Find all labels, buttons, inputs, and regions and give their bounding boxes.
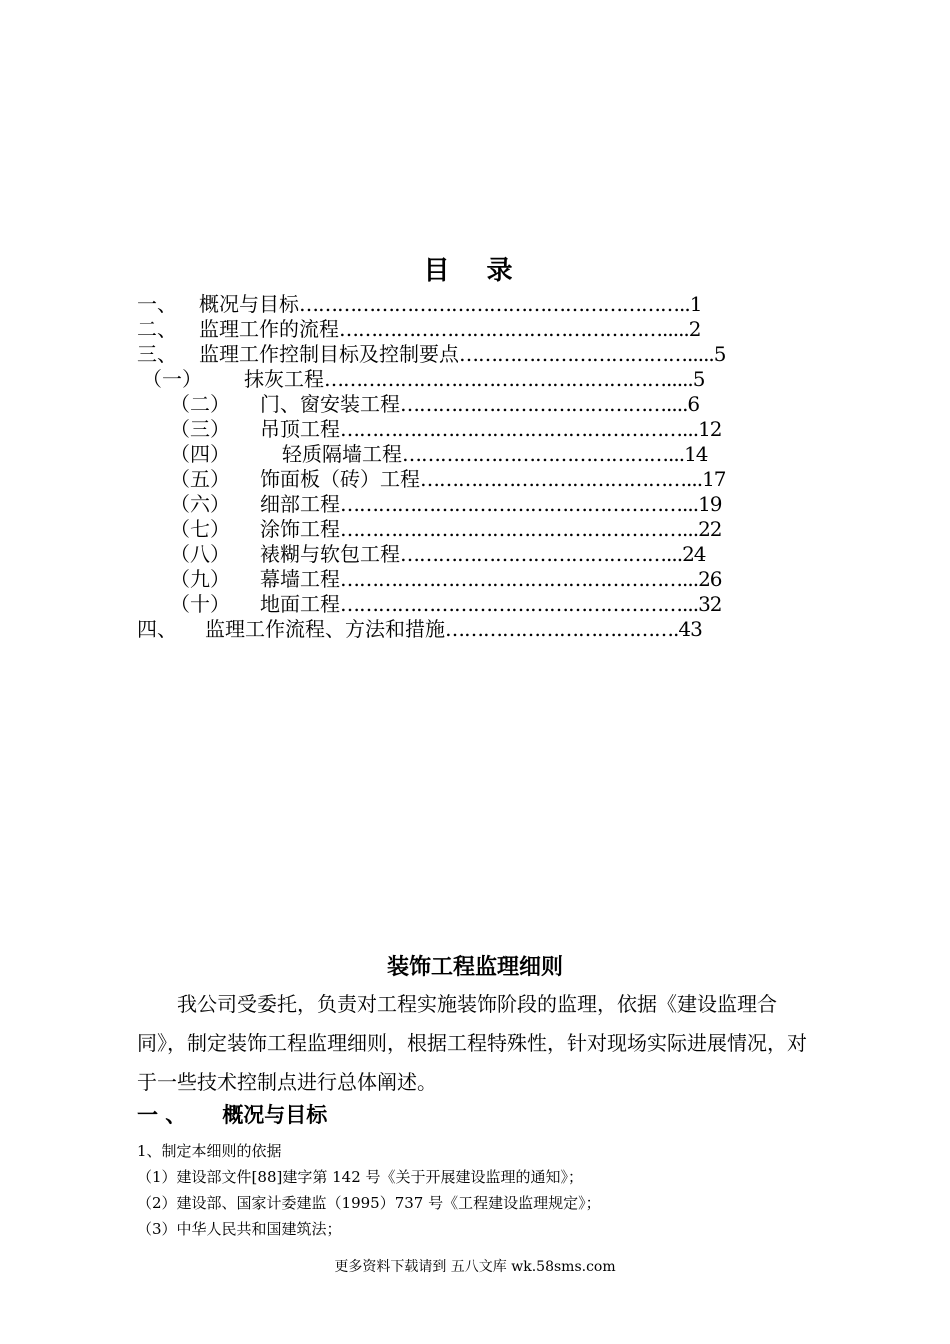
- toc-entry-label: 监理工作的流程: [199, 317, 339, 341]
- toc-entry[interactable]: [170, 592, 722, 617]
- toc-entry-leader-page: …………………………………………….....2: [339, 317, 701, 341]
- toc-entry-label: 幕墙工程: [260, 567, 340, 591]
- toc-entry-leader-page: ……………………………….43: [445, 617, 702, 641]
- toc-entry[interactable]: [170, 542, 706, 567]
- toc-entry-label: 门、窗安装工程: [260, 392, 400, 416]
- toc-entry-number: 一、: [137, 292, 177, 316]
- document-title: 装饰工程监理细则: [386, 954, 563, 980]
- toc-entry-leader-page: ……………………………….....5: [459, 342, 726, 366]
- toc-entry-label: 涂饰工程: [260, 517, 340, 541]
- toc-entry-label: 饰面板（砖）工程: [260, 467, 420, 491]
- toc-entry-leader-page: ………………………………………………...22: [340, 517, 722, 541]
- toc-entry[interactable]: [137, 317, 701, 342]
- toc-entry[interactable]: [170, 467, 726, 492]
- basis-heading: 1、制定本细则的依据: [137, 1142, 282, 1160]
- toc-entry[interactable]: [137, 292, 701, 317]
- toc-entry[interactable]: [170, 492, 722, 517]
- toc-entry-label: 轻质隔墙工程: [282, 442, 402, 466]
- toc-entry-leader-page: ………………………………………………...26: [340, 567, 722, 591]
- toc-entry-label: 吊顶工程: [260, 417, 340, 441]
- toc-entry-number: 四、: [137, 617, 177, 641]
- toc-entry-number: （九）: [170, 567, 230, 591]
- toc-entry-number: （十）: [170, 592, 230, 616]
- toc-entry-leader-page: ……………………………………………………..1: [299, 292, 702, 316]
- intro-paragraph: [137, 985, 817, 1102]
- toc-entry[interactable]: [137, 617, 702, 642]
- toc-entry-leader-page: ……………………………………....6: [400, 392, 700, 416]
- section-heading: [137, 1099, 327, 1129]
- toc-entry-label: 概况与目标: [199, 292, 299, 316]
- toc-title: 目 录: [423, 256, 527, 286]
- toc-entry[interactable]: [142, 367, 705, 392]
- toc-entry-leader-page: ………………………………………………...32: [340, 592, 722, 616]
- toc-entry-label: 抹灰工程: [244, 367, 324, 391]
- toc-entry-number: （四）: [170, 442, 230, 466]
- toc-entry-number: （七）: [170, 517, 230, 541]
- section-title: 概况与目标: [222, 1102, 328, 1127]
- toc-entry-number: （五）: [170, 467, 230, 491]
- section-number: 一 、: [137, 1102, 187, 1127]
- toc-entry[interactable]: [170, 517, 722, 542]
- toc-entry-number: 三、: [137, 342, 177, 366]
- toc-entry[interactable]: [170, 417, 722, 442]
- toc-entry-number: （三）: [170, 417, 230, 441]
- toc-entry-leader-page: ……………………………………………….....5: [324, 367, 705, 391]
- toc-entry-number: （八）: [170, 542, 230, 566]
- toc-entry-leader-page: ……………………………………...24: [400, 542, 706, 566]
- footer-text: 更多资料下载请到 五八文库 wk.58sms.com: [334, 1259, 616, 1275]
- toc-entry-leader-page: ………………………………………………...12: [340, 417, 722, 441]
- toc-entry[interactable]: [170, 567, 722, 592]
- basis-item: （1）建设部文件[88]建字第 142 号《关于开展建设监理的通知》；: [137, 1168, 584, 1186]
- basis-item: （2）建设部、国家计委建监（1995）737 号《工程建设监理规定》；: [137, 1194, 601, 1212]
- toc-entry-leader-page: ……………………………………...14: [402, 442, 708, 466]
- toc-entry-label: 监理工作控制目标及控制要点: [199, 342, 459, 366]
- toc-entry-leader-page: ……………………………………...17: [420, 467, 726, 491]
- toc-entry-leader-page: ………………………………………………...19: [340, 492, 722, 516]
- toc-entry[interactable]: [170, 392, 699, 417]
- toc-entry-label: 地面工程: [260, 592, 340, 616]
- toc-entry-number: （二）: [170, 392, 230, 416]
- toc-entry-label: 裱糊与软包工程: [260, 542, 400, 566]
- toc-entry-number: （一）: [142, 367, 202, 391]
- basis-item: （3）中华人民共和国建筑法；: [137, 1220, 342, 1238]
- toc-entry[interactable]: [137, 342, 726, 367]
- toc-entry-number: 二、: [137, 317, 177, 341]
- toc-entry-number: （六）: [170, 492, 230, 516]
- toc-entry-label: 监理工作流程、方法和措施: [205, 617, 445, 641]
- toc-entry-label: 细部工程: [260, 492, 340, 516]
- toc-entry[interactable]: [170, 442, 708, 467]
- intro-text: 我公司受委托，负责对工程实施装饰阶段的监理，依据《建设监理合同》，制定装饰工程监理细则，根据工程特殊性，针对现场实际进展情况，对于一些技术控制点进行总体阐述。: [137, 992, 807, 1094]
